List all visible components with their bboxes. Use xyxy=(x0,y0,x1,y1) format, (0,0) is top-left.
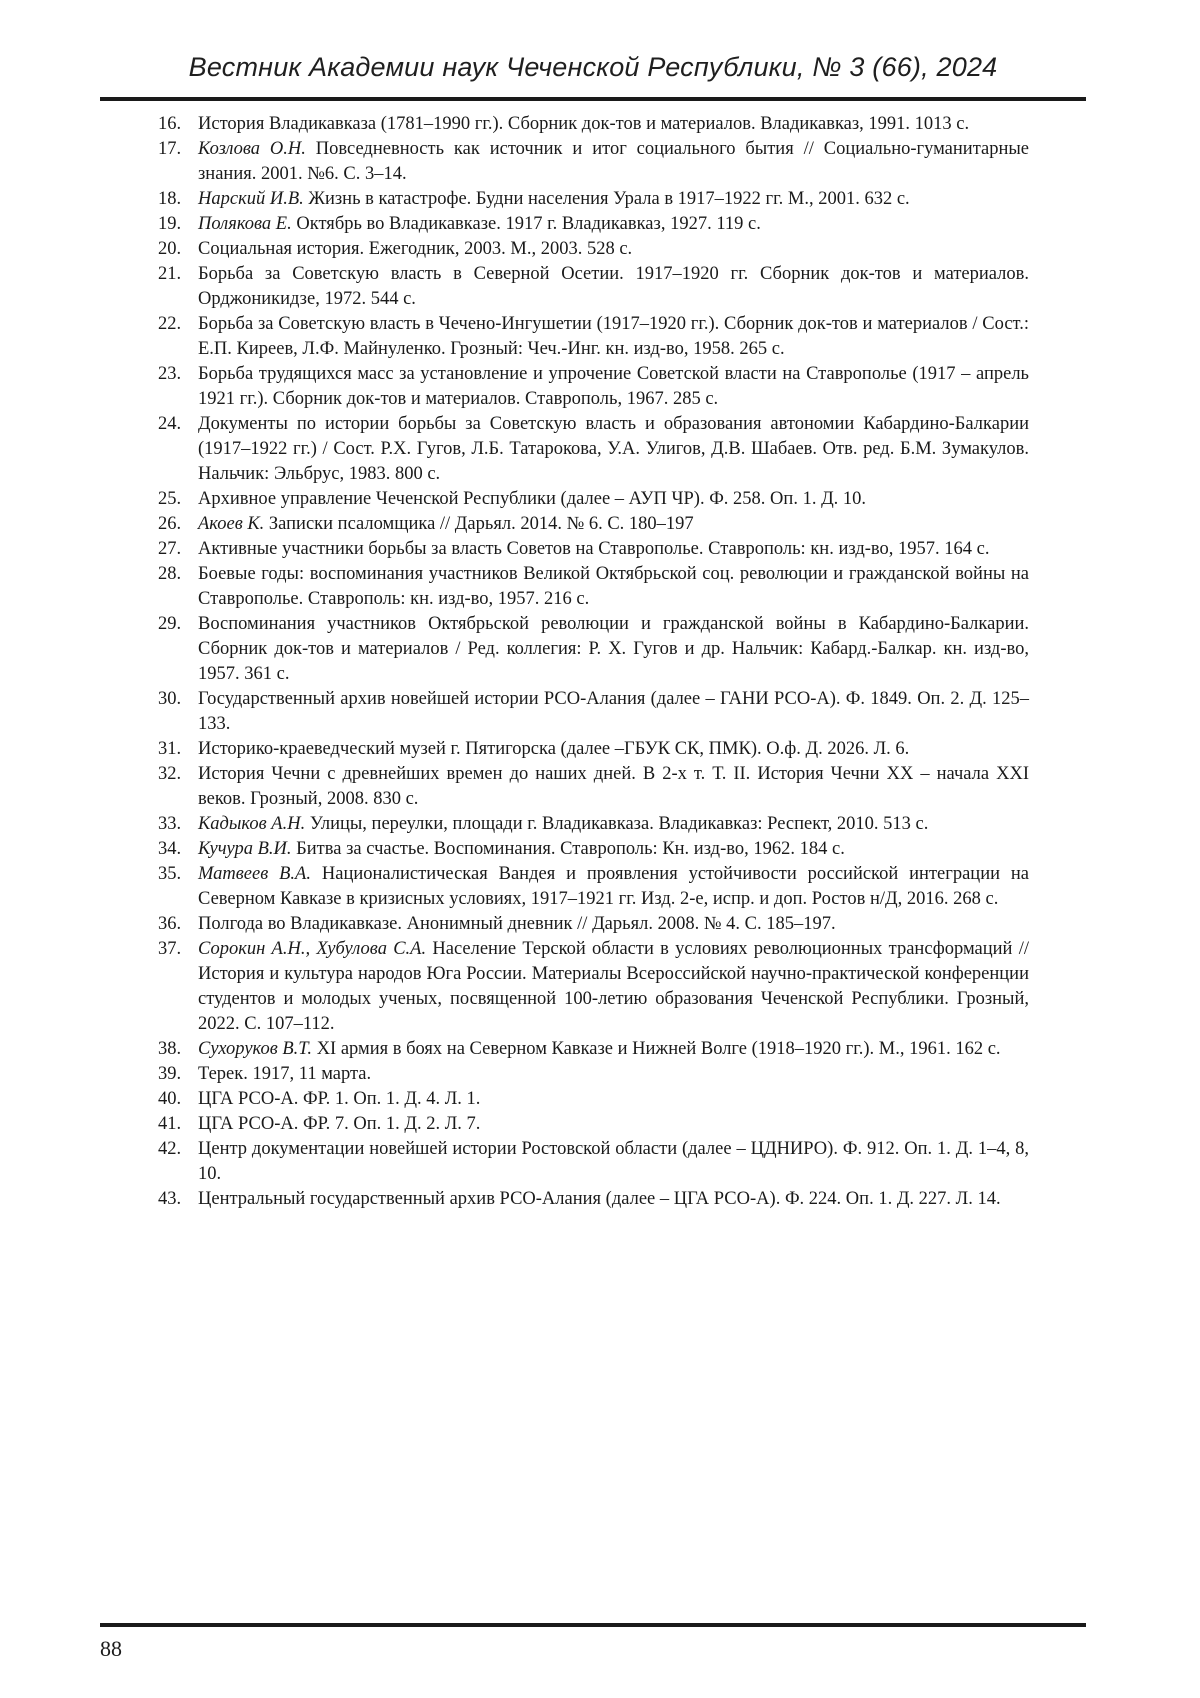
reference-item xyxy=(158,537,1029,562)
reference-number: 37. xyxy=(158,939,182,959)
reference-text: Документы по истории борьбы за Советскую власть и образования автономии Кабардино-Балкарии (1917–1922 гг.) / Сост. Р.Х. Гугов, Л.Б. Татарокова, У.А. Улигов, Д.В. Шабаев. Отв. ред. Б.М. Зумакулов. Нальчик: Эльбрус, 1983. 800 с. xyxy=(198,414,1029,484)
reference-text: Центр документации новейшей истории Ростовской области (далее – ЦДНИРО). Ф. 912. Оп. 1. Д. 1–4, 8, 10. xyxy=(198,1139,1029,1184)
reference-item xyxy=(158,562,1029,612)
reference-text: Боевые годы: воспоминания участников Великой Октябрьской соц. революции и гражданской войны на Ставрополье. Ставрополь: кн. изд-во, 1957. 216 с. xyxy=(198,564,1029,609)
reference-item xyxy=(158,362,1029,412)
reference-text: Повседневность как источник и итог социального бытия // Социально-гуманитарные знания. 2001. №6. С. 3–14. xyxy=(198,139,1030,184)
reference-number: 27. xyxy=(158,539,182,559)
reference-item xyxy=(158,912,1029,937)
reference-number: 40. xyxy=(158,1089,182,1109)
reference-text: Националистическая Вандея и проявления устойчивости российской интеграции на Северном Кавказе в кризисных условиях, 1917–1921 гг. Изд. 2-е, испр. и доп. Ростов н/Д, 2016. 268 с. xyxy=(198,864,1030,909)
reference-text: Активные участники борьбы за власть Советов на Ставрополье. Ставрополь: кн. изд-во, 1957. 164 с. xyxy=(198,539,990,559)
reference-item xyxy=(158,312,1029,362)
reference-number: 43. xyxy=(158,1189,182,1209)
reference-number: 34. xyxy=(158,839,182,859)
reference-number: 17. xyxy=(158,139,182,159)
reference-item xyxy=(158,487,1029,512)
reference-item xyxy=(158,512,1029,537)
reference-text: Архивное управление Чеченской Республики (далее – АУП ЧР). Ф. 258. Оп. 1. Д. 10. xyxy=(198,489,867,509)
reference-item xyxy=(158,1187,1029,1212)
page-number: 88 xyxy=(100,1636,122,1661)
reference-author: Нарский И.В. xyxy=(198,189,304,209)
reference-text: Борьба за Советскую власть в Северной Осетии. 1917–1920 гг. Сборник док-тов и материалов. Орджоникидзе, 1972. 544 с. xyxy=(198,264,1029,309)
reference-author: Полякова Е. xyxy=(198,214,292,234)
reference-number: 26. xyxy=(158,514,182,534)
reference-number: 38. xyxy=(158,1039,182,1059)
reference-text: История Чечни с древнейших времен до наших дней. В 2-х т. Т. II. История Чечни XX – начала XXI веков. Грозный, 2008. 830 с. xyxy=(198,764,1029,809)
reference-number: 20. xyxy=(158,239,182,259)
reference-text: Воспоминания участников Октябрьской революции и гражданской войны в Кабардино-Балкарии. Сборник док-тов и материалов / Ред. коллегия: Р. Х. Гугов и др. Нальчик: Кабард.-Балкар. кн. изд-во, 1957. 361 с. xyxy=(198,614,1029,684)
reference-item xyxy=(158,237,1029,262)
reference-item xyxy=(158,187,1029,212)
reference-number: 31. xyxy=(158,739,182,759)
reference-number: 21. xyxy=(158,264,182,284)
reference-item xyxy=(158,737,1029,762)
reference-text: Улицы, переулки, площади г. Владикавказа. Владикавказ: Респект, 2010. 513 с. xyxy=(305,814,929,834)
reference-text: Терек. 1917, 11 марта. xyxy=(198,1064,372,1084)
reference-number: 29. xyxy=(158,614,182,634)
reference-text: Битва за счастье. Воспоминания. Ставрополь: Кн. изд-во, 1962. 184 с. xyxy=(291,839,845,859)
reference-number: 30. xyxy=(158,689,182,709)
reference-item xyxy=(158,862,1029,912)
reference-item xyxy=(158,812,1029,837)
reference-item xyxy=(158,137,1029,187)
reference-item xyxy=(158,1062,1029,1087)
footer-rule xyxy=(100,1623,1086,1627)
reference-number: 39. xyxy=(158,1064,182,1084)
reference-author: Кучура В.И. xyxy=(198,839,292,859)
reference-text: ЦГА РСО-А. ФР. 1. Оп. 1. Д. 4. Л. 1. xyxy=(198,1089,481,1109)
reference-text: XI армия в боях на Северном Кавказе и Нижней Волге (1918–1920 гг.). М., 1961. 162 с. xyxy=(312,1039,1001,1059)
reference-text: Жизнь в катастрофе. Будни населения Урала в 1917–1922 гг. М., 2001. 632 с. xyxy=(303,189,910,209)
reference-text: Историко-краеведческий музей г. Пятигорска (далее –ГБУК СК, ПМК). О.ф. Д. 2026. Л. 6. xyxy=(198,739,910,759)
reference-number: 24. xyxy=(158,414,182,434)
reference-text: Октябрь во Владикавказе. 1917 г. Владикавказ, 1927. 119 с. xyxy=(291,214,761,234)
reference-author: Козлова О.Н. xyxy=(198,139,306,159)
reference-text: Центральный государственный архив РСО-Алания (далее – ЦГА РСО-А). Ф. 224. Оп. 1. Д. 227. Л. 14. xyxy=(198,1189,1001,1209)
header-rule xyxy=(100,97,1086,101)
reference-number: 33. xyxy=(158,814,182,834)
reference-author: Акоев К. xyxy=(198,514,265,534)
reference-number: 41. xyxy=(158,1114,182,1134)
reference-item xyxy=(158,212,1029,237)
reference-item xyxy=(158,612,1029,687)
reference-author: Матвеев В.А. xyxy=(198,864,311,884)
reference-item xyxy=(158,1037,1029,1062)
reference-text: Борьба за Советскую власть в Чечено-Ингушетии (1917–1920 гг.). Сборник док-тов и материалов / Сост.: Е.П. Киреев, Л.Ф. Майнуленко. Грозный: Чеч.-Инг. кн. изд-во, 1958. 265 с. xyxy=(198,314,1029,359)
reference-text: Борьба трудящихся масс за установление и упрочение Советской власти на Ставрополье (1917 – апрель 1921 гг.). Сборник док-тов и материалов. Ставрополь, 1967. 285 с. xyxy=(198,364,1029,409)
reference-item xyxy=(158,412,1029,487)
reference-text: ЦГА РСО-А. ФР. 7. Оп. 1. Д. 2. Л. 7. xyxy=(198,1114,481,1134)
reference-text: Записки псаломщика // Дарьял. 2014. № 6. С. 180–197 xyxy=(264,514,694,534)
reference-list xyxy=(158,112,1029,1212)
reference-text: Социальная история. Ежегодник, 2003. М., 2003. 528 с. xyxy=(198,239,633,259)
reference-item xyxy=(158,1137,1029,1187)
reference-number: 36. xyxy=(158,914,182,934)
reference-number: 32. xyxy=(158,764,182,784)
reference-author: Сухоруков В.Т. xyxy=(198,1039,313,1059)
reference-item xyxy=(158,112,1029,137)
reference-text: Население Терской области в условиях революционных трансформаций // История и культура народов Юга России. Материалы Всероссийской научно-практической конференции студентов и молодых ученых, посвященной 100-летию образования Чеченской Республики. Грозный, 2022. С. 107–112. xyxy=(198,939,1029,1034)
reference-number: 35. xyxy=(158,864,182,884)
reference-item xyxy=(158,837,1029,862)
reference-text: Полгода во Владикавказе. Анонимный дневник // Дарьял. 2008. № 4. С. 185–197. xyxy=(198,914,836,934)
reference-item xyxy=(158,262,1029,312)
reference-item xyxy=(158,937,1029,1037)
reference-number: 42. xyxy=(158,1139,182,1159)
reference-number: 19. xyxy=(158,214,182,234)
reference-number: 28. xyxy=(158,564,182,584)
reference-number: 23. xyxy=(158,364,182,384)
running-title: Вестник Академии наук Чеченской Республики, № 3 (66), 2024 xyxy=(188,52,998,82)
reference-item xyxy=(158,762,1029,812)
reference-item xyxy=(158,687,1029,737)
reference-number: 25. xyxy=(158,489,182,509)
reference-author: Сорокин А.Н., Хубулова С.А. xyxy=(198,939,427,959)
reference-item xyxy=(158,1087,1029,1112)
reference-number: 16. xyxy=(158,114,182,134)
reference-number: 18. xyxy=(158,189,182,209)
reference-number: 22. xyxy=(158,314,182,334)
reference-author: Кадыков А.Н. xyxy=(198,814,306,834)
reference-text: Государственный архив новейшей истории РСО-Алания (далее – ГАНИ РСО-А). Ф. 1849. Оп. 2. Д. 125–133. xyxy=(198,689,1029,734)
reference-text: История Владикавказа (1781–1990 гг.). Сборник док-тов и материалов. Владикавказ, 1991. 1013 с. xyxy=(198,114,970,134)
reference-item xyxy=(158,1112,1029,1137)
